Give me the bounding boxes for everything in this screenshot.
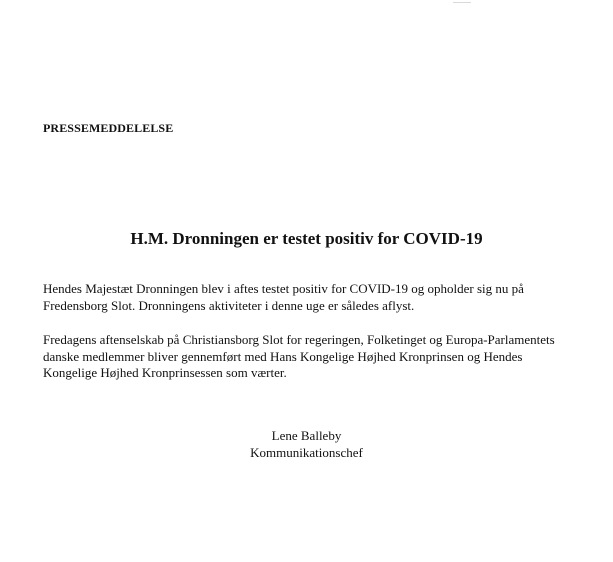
signature-block bbox=[0, 428, 613, 461]
paragraph-2: Fredagens aftenselskab på Christiansborg Slot for regeringen, Folketinget og Europa-Parlamentets danske medlemmer bliver gennemført med Hans Kongelige Højhed Kronprinsen og Hendes Kongelige Højhed Kronprinsessen som værter. bbox=[43, 332, 555, 380]
document-label: PRESSEMEDDELELSE bbox=[43, 121, 174, 135]
signature-title: Kommunikationschef bbox=[250, 444, 363, 460]
paragraph-1: Hendes Majestæt Dronningen blev i aftes testet positiv for COVID-19 og opholder sig nu på Fredensborg Slot. Dronningens aktiviteter i denne uge er således aflyst. bbox=[43, 281, 524, 313]
headline: H.M. Dronningen er testet positiv for COVID-19 bbox=[130, 229, 483, 248]
page-edge-mark bbox=[453, 0, 471, 3]
signature-name: Lene Balleby bbox=[271, 428, 342, 443]
